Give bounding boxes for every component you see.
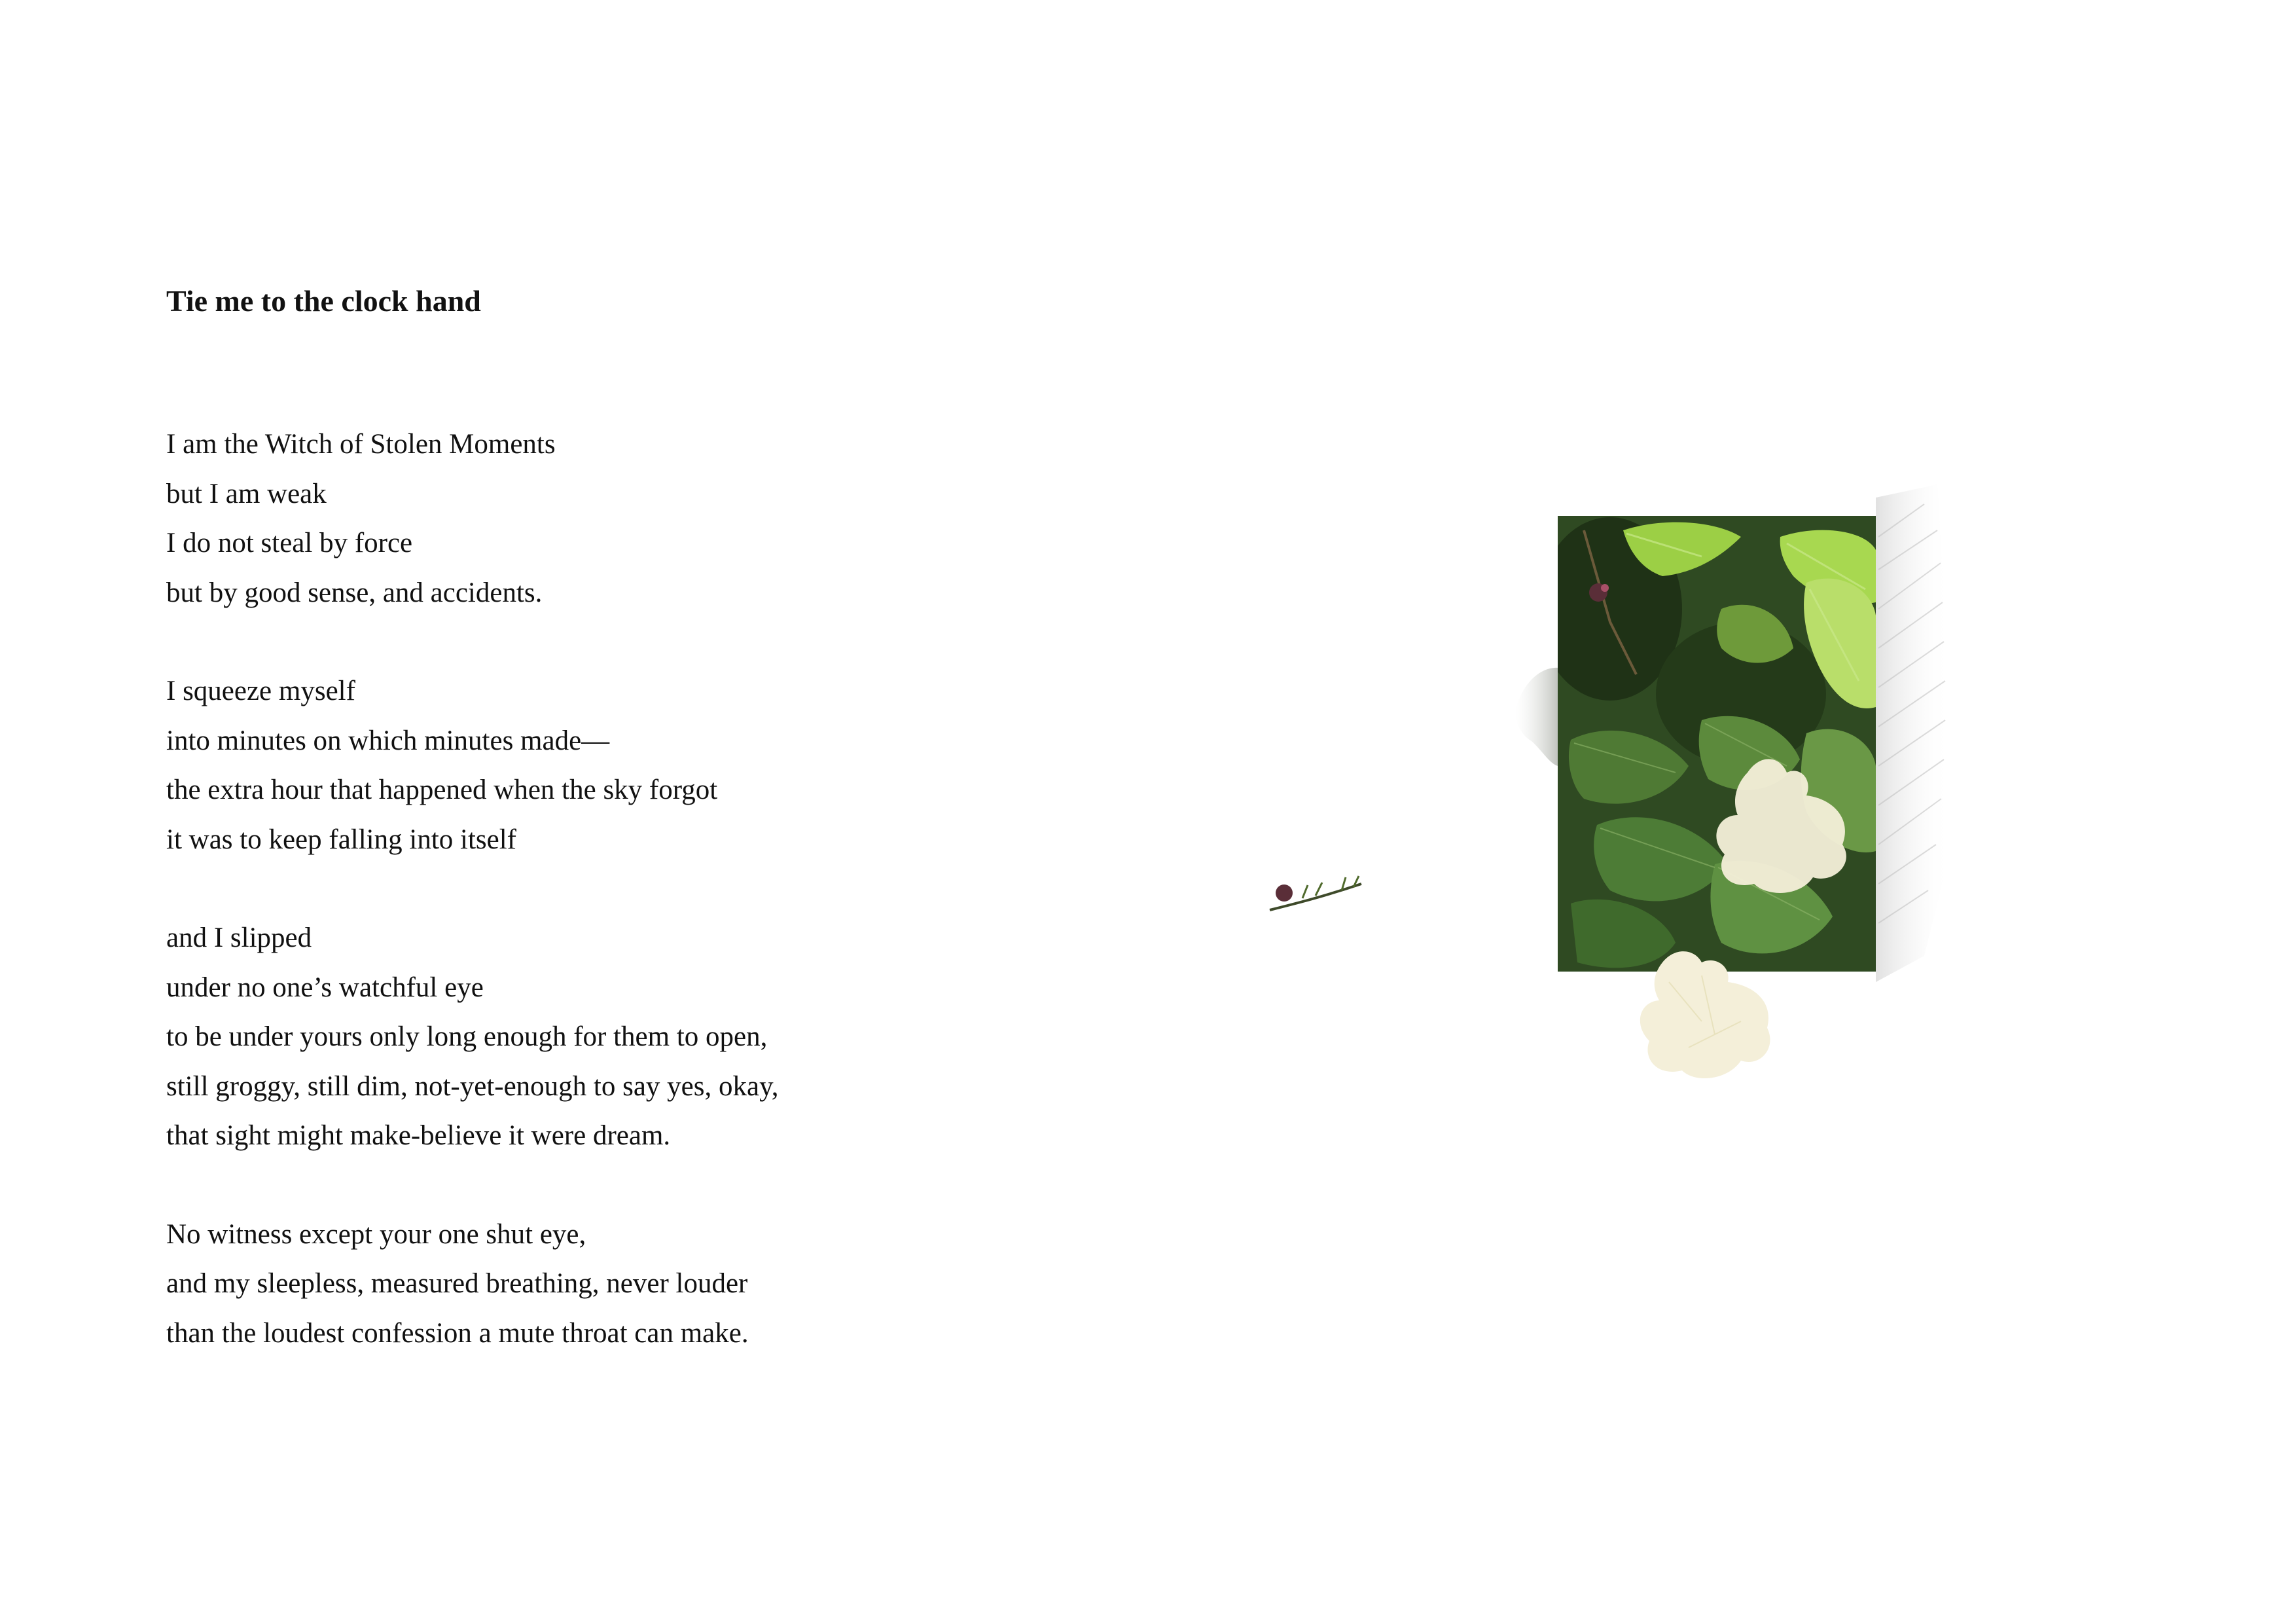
poem-body: [166, 420, 1148, 1407]
poem-line: it was to keep falling into itself: [166, 824, 517, 855]
poem-line: still groggy, still dim, not-yet-enough to say yes, okay,: [166, 1070, 779, 1102]
leaf-photo-collage: [1244, 458, 1996, 1113]
stanza: [166, 666, 1148, 864]
poem-line: I squeeze myself: [166, 676, 355, 706]
poem-line: that sight might make-believe it were dream.: [166, 1120, 671, 1151]
stanza: [166, 913, 1148, 1161]
poem-line: I do not steal by force: [166, 528, 413, 558]
stanza: [166, 420, 1148, 617]
poem-line: into minutes on which minutes made—: [166, 725, 610, 756]
poem-line: than the loudest confession a mute throat can make.: [166, 1317, 749, 1349]
smudge-shape: [1516, 668, 1559, 766]
stanza: [166, 1210, 1148, 1359]
poem-line: and my sleepless, measured breathing, never louder: [166, 1268, 748, 1299]
poem-line: under no one’s watchful eye: [166, 972, 484, 1003]
collage-artwork: [1244, 458, 1996, 1113]
poem-line: and I slipped: [166, 922, 312, 953]
poem-line: but by good sense, and accidents.: [166, 577, 543, 608]
poem-title: Tie me to the clock hand: [166, 284, 481, 318]
photo-shadow: [1876, 484, 1950, 982]
twig-fragment: [1270, 876, 1361, 910]
poem-line: but I am weak: [166, 478, 327, 509]
leaf-photo: [1538, 516, 1876, 972]
poem-line: to be under yours only long enough for them to open,: [166, 1021, 768, 1052]
poem-line: No witness except your one shut eye,: [166, 1218, 586, 1250]
poem-line: I am the Witch of Stolen Moments: [166, 429, 556, 460]
poem-line: the extra hour that happened when the sky forgot: [166, 775, 718, 805]
